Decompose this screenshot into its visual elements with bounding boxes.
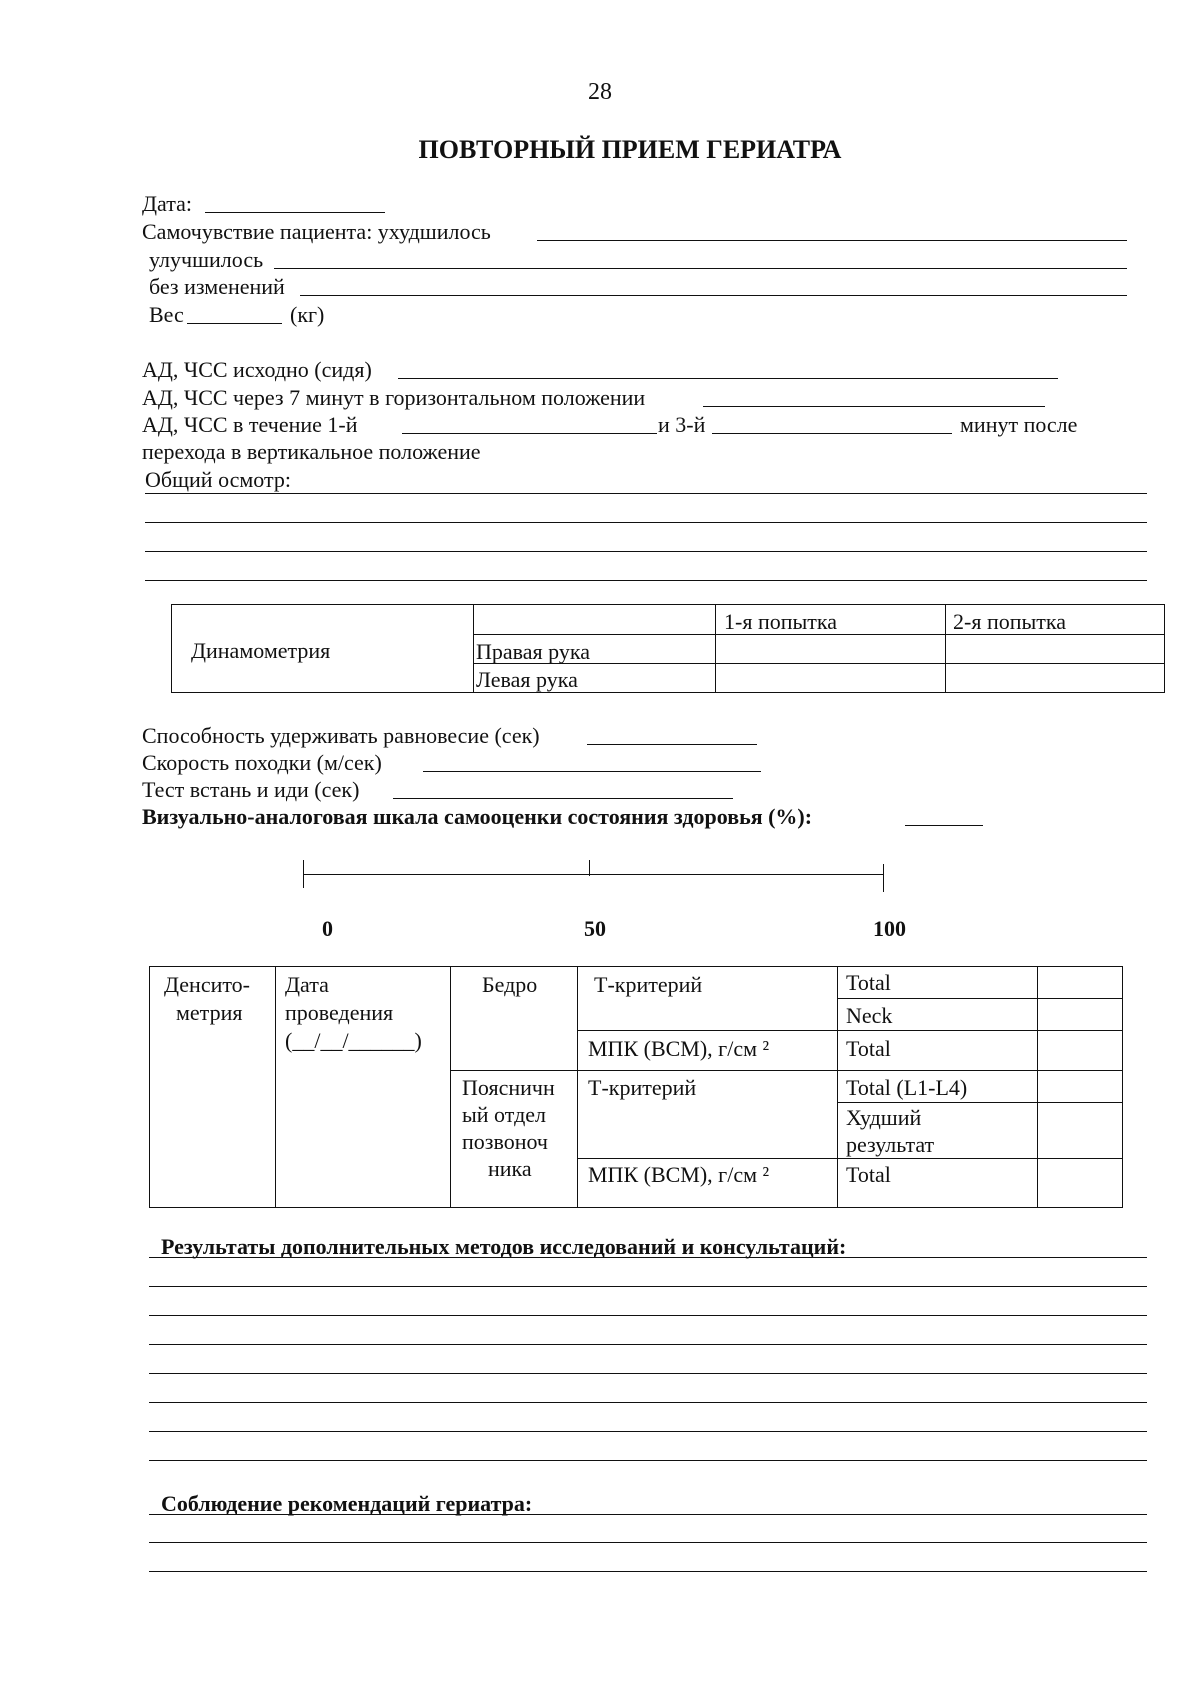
bp-horizontal-blank[interactable] <box>703 406 1045 407</box>
bp-base-blank[interactable] <box>398 378 1058 379</box>
page-number: 28 <box>588 79 612 105</box>
gait-speed-label: Скорость походки (м/сек) <box>142 750 382 775</box>
hip-neck-label: Neck <box>846 1003 893 1028</box>
wellbeing-worse-blank[interactable] <box>537 240 1127 241</box>
hip-label: Бедро <box>482 972 538 997</box>
right-hand-label: Правая рука <box>476 639 590 664</box>
lumbar-bmd-label: МПК (BCM), г/см ² <box>588 1162 770 1187</box>
lumbar-total-l1l4-label: Total (L1-L4) <box>846 1075 968 1100</box>
page-title: ПОВТОРНЫЙ ПРИЕМ ГЕРИАТРА <box>418 135 842 164</box>
hip-bmd-total-label: Total <box>846 1036 891 1061</box>
general-exam-label: Общий осмотр: <box>145 467 292 492</box>
densitometry-label-2: метрия <box>176 1000 243 1025</box>
gait-speed-blank[interactable] <box>423 771 761 772</box>
left-hand-label: Левая рука <box>476 667 578 692</box>
additional-line-1[interactable] <box>149 1257 1147 1258</box>
date-performed-label-1: Дата <box>285 972 329 997</box>
improved-label: улучшилось <box>149 247 264 272</box>
weight-unit: (кг) <box>290 302 325 327</box>
balance-blank[interactable] <box>587 744 757 745</box>
additional-line-8[interactable] <box>149 1460 1147 1461</box>
lumbar-label-3: позвоноч <box>462 1129 548 1154</box>
densitometry-label-1: Денсито- <box>164 972 251 997</box>
vas-label-50: 50 <box>584 916 606 941</box>
vas-label-100: 100 <box>873 916 906 941</box>
balance-label: Способность удерживать равновесие (сек) <box>142 723 540 748</box>
vas-label: Визуально-аналоговая шкала самооценки состояния здоровья (%): <box>142 804 813 829</box>
additional-line-7[interactable] <box>149 1431 1147 1432</box>
wellbeing-label: Самочувствие пациента: ухудшилось <box>142 219 491 244</box>
additional-line-6[interactable] <box>149 1402 1147 1403</box>
bp-after-label: минут после <box>960 412 1078 437</box>
attempt-2-header: 2-я попытка <box>953 609 1067 634</box>
bp-vertical-label: перехода в вертикальное положение <box>142 439 481 464</box>
additional-line-5[interactable] <box>149 1373 1147 1374</box>
compliance-line-1[interactable] <box>149 1514 1147 1515</box>
dynamometry-label: Динамометрия <box>191 638 331 663</box>
bp-during-label: АД, ЧСС в течение 1-й <box>142 412 358 437</box>
bp-3min-blank[interactable] <box>712 433 952 434</box>
date-label: Дата: <box>142 191 192 216</box>
vas-label-0: 0 <box>322 916 333 941</box>
lumbar-label-4: ника <box>488 1156 532 1181</box>
bp-and3-label: и 3-й <box>658 412 706 437</box>
general-exam-line-4[interactable] <box>145 580 1147 581</box>
additional-results-heading: Результаты дополнительных методов исследований и консультаций: <box>161 1234 847 1259</box>
general-exam-line-2[interactable] <box>145 522 1147 523</box>
lumbar-worst-label-1: Худший <box>846 1105 922 1130</box>
vas-tick-0 <box>303 860 304 888</box>
bp-base-label: АД, ЧСС исходно (сидя) <box>142 357 372 382</box>
tug-blank[interactable] <box>393 798 733 799</box>
lumbar-t-score-label: Т-критерий <box>588 1075 697 1100</box>
date-performed-field[interactable]: (__/__/______) <box>285 1028 422 1053</box>
unchanged-label: без изменений <box>149 274 285 299</box>
lumbar-label-2: ый отдел <box>462 1102 547 1127</box>
lumbar-label-1: Поясничн <box>462 1075 555 1100</box>
vas-blank[interactable] <box>905 825 983 826</box>
bp-1min-blank[interactable] <box>402 433 657 434</box>
hip-total-label: Total <box>846 970 891 995</box>
weight-label: Вес <box>149 302 184 327</box>
general-exam-line-3[interactable] <box>145 551 1147 552</box>
attempt-1-header: 1-я попытка <box>724 609 838 634</box>
general-exam-line-1[interactable] <box>145 493 1147 494</box>
additional-line-3[interactable] <box>149 1315 1147 1316</box>
date-performed-label-2: проведения <box>285 1000 394 1025</box>
improved-blank[interactable] <box>274 268 1127 269</box>
hip-bmd-label: МПК (BCM), г/см ² <box>588 1036 770 1061</box>
compliance-line-2[interactable] <box>149 1542 1147 1543</box>
weight-blank[interactable] <box>187 323 282 324</box>
additional-line-2[interactable] <box>149 1286 1147 1287</box>
unchanged-blank[interactable] <box>300 295 1127 296</box>
tug-label: Тест встань и иди (сек) <box>142 777 360 802</box>
vas-scale-line <box>303 874 883 875</box>
hip-t-score-label: Т-критерий <box>594 972 703 997</box>
vas-tick-50 <box>589 860 590 876</box>
vas-tick-100 <box>883 864 884 892</box>
compliance-line-3[interactable] <box>149 1571 1147 1572</box>
additional-line-4[interactable] <box>149 1344 1147 1345</box>
date-blank[interactable] <box>205 212 385 213</box>
lumbar-worst-label-2: результат <box>846 1132 935 1157</box>
bp-horizontal-label: АД, ЧСС через 7 минут в горизонтальном положении <box>142 385 646 410</box>
compliance-heading: Соблюдение рекомендаций гериатра: <box>161 1491 533 1516</box>
lumbar-bmd-total-label: Total <box>846 1162 891 1187</box>
